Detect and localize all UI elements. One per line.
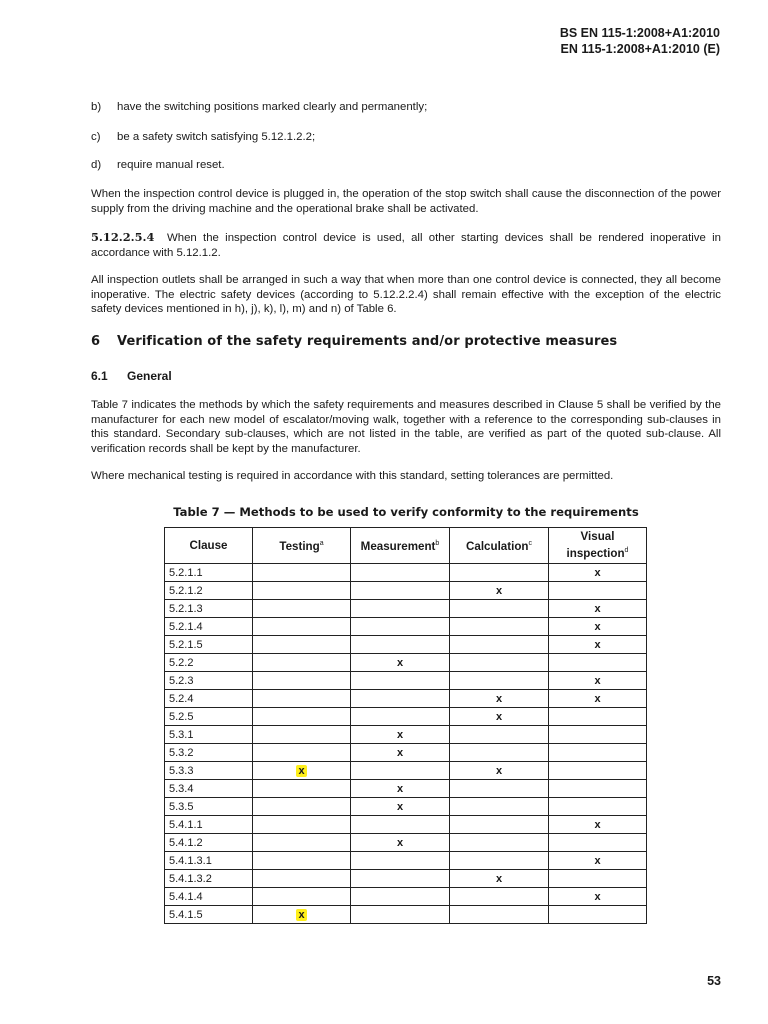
verification-methods-table [164, 527, 647, 924]
cell-measurement [351, 852, 450, 870]
cell-measurement [351, 600, 450, 618]
cell-calculation: x [450, 870, 549, 888]
cell-measurement [351, 582, 450, 600]
cell-calculation [450, 780, 549, 798]
paragraph-mechanical-testing: Where mechanical testing is required in accordance with this standard, setting tolerances are permitted. [91, 470, 614, 482]
cell-calculation [450, 654, 549, 672]
cell-clause: 5.2.2 [165, 654, 253, 672]
cell-testing [253, 834, 351, 852]
paragraph-inspection-outlets: All inspection outlets shall be arranged in such a way that when more than one control device is connected, they all become inoperative. The electric safety devices (according to 5.12.2.2.4) shall remain effective with the exception of the electric safety devices mentioned in h), j), k), l), m) and n) of Table 6. [91, 274, 721, 316]
cell-visual: x [549, 618, 647, 636]
cell-testing [253, 852, 351, 870]
cell-clause: 5.3.2 [165, 744, 253, 762]
cell-visual [549, 708, 647, 726]
cell-testing [253, 600, 351, 618]
cell-measurement [351, 672, 450, 690]
col-header-clause: Clause [165, 528, 253, 564]
cell-measurement [351, 564, 450, 582]
cell-visual: x [549, 564, 647, 582]
cell-testing [253, 798, 351, 816]
table-row [165, 816, 647, 834]
section-6-heading [91, 334, 617, 349]
cell-calculation [450, 906, 549, 924]
col-header-calculation: Calculation$^c$ [450, 528, 549, 564]
cell-clause: 5.2.1.4 [165, 618, 253, 636]
col-header-testing: Testing$^a$ [253, 528, 351, 564]
cell-measurement [351, 816, 450, 834]
cell-calculation [450, 888, 549, 906]
cell-testing [253, 564, 351, 582]
cell-visual [549, 744, 647, 762]
cell-measurement [351, 888, 450, 906]
cell-testing [253, 906, 351, 924]
cell-visual [549, 834, 647, 852]
cell-calculation [450, 726, 549, 744]
cell-testing [253, 618, 351, 636]
cell-visual: x [549, 816, 647, 834]
cell-clause: 5.2.1.5 [165, 636, 253, 654]
cell-calculation: x [450, 708, 549, 726]
col-header-visual-inspection: Visual inspection$^d$ [549, 528, 647, 564]
table-row [165, 582, 647, 600]
table-header-row [165, 528, 647, 564]
cell-clause: 5.4.1.3.2 [165, 870, 253, 888]
list-item-label: b) [91, 101, 102, 113]
cell-clause: 5.2.1.1 [165, 564, 253, 582]
standard-id-line2: EN 115-1:2008+A1:2010 (E) [560, 42, 720, 56]
cell-visual [549, 726, 647, 744]
subclause-number: 5.12.2.5.4 [91, 230, 155, 244]
cell-clause: 5.2.5 [165, 708, 253, 726]
cell-visual: x [549, 672, 647, 690]
table-row [165, 564, 647, 582]
cell-visual [549, 906, 647, 924]
cell-visual [549, 762, 647, 780]
list-item-label: c) [91, 131, 101, 143]
cell-testing [253, 582, 351, 600]
subclause-text: When the inspection control device is used, all other starting devices shall be rendered inoperative in accordance with 5.12.1.2. [91, 232, 721, 259]
cell-calculation [450, 816, 549, 834]
cell-calculation [450, 672, 549, 690]
cell-visual [549, 870, 647, 888]
cell-calculation: x [450, 762, 549, 780]
cell-clause: 5.2.1.3 [165, 600, 253, 618]
cell-testing [253, 690, 351, 708]
cell-visual: x [549, 888, 647, 906]
cell-measurement [351, 618, 450, 636]
table-row [165, 888, 647, 906]
cell-clause: 5.2.1.2 [165, 582, 253, 600]
cell-clause: 5.3.1 [165, 726, 253, 744]
cell-visual [549, 780, 647, 798]
table-row [165, 708, 647, 726]
cell-testing [253, 726, 351, 744]
cell-visual: x [549, 690, 647, 708]
table-row [165, 636, 647, 654]
table-row [165, 780, 647, 798]
paragraph-table7-intro: Table 7 indicates the methods by which the safety requirements and measures described in Clause 5 shall be verified by the manufacturer for each new model of escalator/moving walk, together with a reference to the corresponding sub-clauses in this standard. Secondary sub-clauses, which are not listed in the table, are verified as part of the quoted sub-clause. All verification records shall be kept by the manufacturer. [91, 399, 721, 455]
highlighted-mark: x [298, 764, 305, 777]
standard-id-line1: BS EN 115-1:2008+A1:2010 [559, 26, 720, 40]
cell-calculation [450, 798, 549, 816]
cell-visual [549, 582, 647, 600]
paragraph-stop-switch: When the inspection control device is plugged in, the operation of the stop switch shall cause the disconnection of the power supply from the driving machine and the operational brake shall be activated. [91, 188, 721, 215]
cell-calculation [450, 744, 549, 762]
table-row [165, 744, 647, 762]
table-row [165, 852, 647, 870]
table-row [165, 870, 647, 888]
cell-measurement [351, 906, 450, 924]
cell-clause: 5.2.4 [165, 690, 253, 708]
cell-visual: x [549, 852, 647, 870]
list-item-text: have the switching positions marked clearly and permanently; [117, 101, 428, 113]
cell-testing [253, 780, 351, 798]
page-number: 53 [707, 974, 721, 988]
cell-measurement: x [351, 744, 450, 762]
list-item-d [91, 159, 225, 171]
table-row [165, 672, 647, 690]
cell-clause: 5.4.1.5 [165, 906, 253, 924]
table-row [165, 798, 647, 816]
cell-calculation [450, 564, 549, 582]
cell-measurement: x [351, 726, 450, 744]
cell-calculation [450, 636, 549, 654]
cell-testing [253, 744, 351, 762]
table-row [165, 906, 647, 924]
table-row [165, 690, 647, 708]
list-item-b [91, 101, 427, 113]
cell-calculation [450, 618, 549, 636]
section-title: Verification of the safety requirements and/or protective measures [117, 334, 618, 349]
cell-clause: 5.4.1.1 [165, 816, 253, 834]
cell-visual: x [549, 600, 647, 618]
cell-calculation [450, 600, 549, 618]
section-number: 6.1 [91, 369, 108, 383]
cell-calculation [450, 834, 549, 852]
document-header [560, 25, 720, 57]
cell-testing [253, 870, 351, 888]
cell-testing [253, 816, 351, 834]
section-6-1-heading [91, 369, 172, 383]
cell-clause: 5.3.4 [165, 780, 253, 798]
col-header-measurement: Measurement$^b$ [351, 528, 450, 564]
cell-visual: x [549, 636, 647, 654]
cell-calculation: x [450, 582, 549, 600]
cell-measurement [351, 690, 450, 708]
cell-testing [253, 888, 351, 906]
cell-measurement [351, 762, 450, 780]
cell-measurement: x [351, 780, 450, 798]
table-row [165, 762, 647, 780]
cell-clause: 5.4.1.4 [165, 888, 253, 906]
table-row [165, 618, 647, 636]
section-title: General [127, 369, 172, 383]
table-row [165, 654, 647, 672]
list-item-c [91, 131, 315, 143]
section-number: 6 [91, 334, 101, 349]
list-item-label: d) [91, 159, 102, 171]
cell-calculation [450, 852, 549, 870]
cell-testing [253, 636, 351, 654]
list-item-text: require manual reset. [117, 159, 225, 171]
cell-clause: 5.3.3 [165, 762, 253, 780]
table-row [165, 726, 647, 744]
cell-measurement: x [351, 834, 450, 852]
table-body [165, 564, 647, 924]
cell-clause: 5.4.1.3.1 [165, 852, 253, 870]
cell-measurement: x [351, 798, 450, 816]
table-row [165, 600, 647, 618]
cell-visual [549, 798, 647, 816]
cell-clause: 5.3.5 [165, 798, 253, 816]
cell-measurement [351, 636, 450, 654]
subclause-5-12-2-5-4 [91, 230, 721, 260]
cell-testing [253, 654, 351, 672]
cell-calculation: x [450, 690, 549, 708]
cell-visual [549, 654, 647, 672]
cell-clause: 5.4.1.2 [165, 834, 253, 852]
cell-measurement: x [351, 654, 450, 672]
cell-measurement [351, 708, 450, 726]
cell-testing [253, 762, 351, 780]
cell-measurement [351, 870, 450, 888]
cell-testing [253, 672, 351, 690]
table-caption: Table 7 — Methods to be used to verify conformity to the requirements [173, 505, 639, 519]
cell-clause: 5.2.3 [165, 672, 253, 690]
highlighted-mark: x [298, 908, 305, 921]
table-row [165, 834, 647, 852]
list-item-text: be a safety switch satisfying 5.12.1.2.2; [117, 131, 316, 143]
cell-testing [253, 708, 351, 726]
